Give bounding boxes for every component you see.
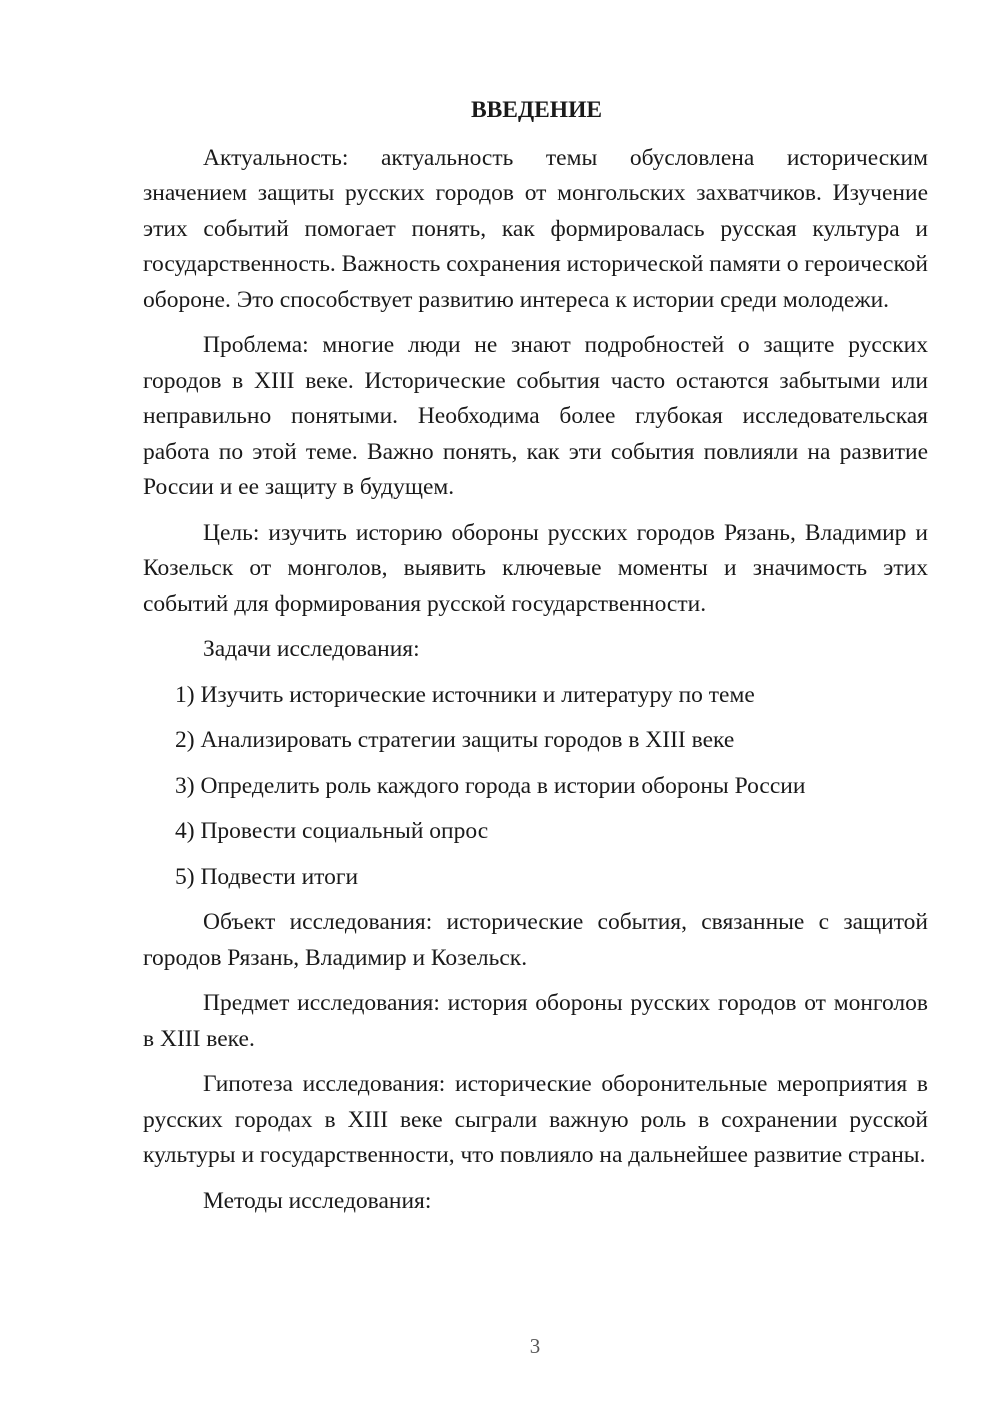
list-item: 5) Подвести итоги [175, 863, 359, 890]
tasks-list [143, 678, 928, 896]
list-item: 2) Анализировать стратегии защиты городов в XIII веке [175, 727, 735, 753]
page-content [143, 93, 928, 1229]
list-item: 1) Изучить исторические источники и литературу по теме [175, 681, 755, 708]
list-item: 4) Провести социальный опрос [175, 818, 489, 844]
tasks-title: Задачи исследования: [203, 636, 420, 662]
section-heading: ВВЕДЕНИЕ [470, 97, 603, 123]
relevance-paragraph: Актуальность: актуальность темы обусловлена историческим значением защиты русских городов от монгольских захватчиков. Изучение этих событий помогает понять, как формировалась русская культура и государственность. Важность сохранения исторической памяти о героической обороне. Это способствует развитию интереса к истории среди молодежи. [143, 144, 928, 313]
methods-title: Методы исследования: [203, 1187, 432, 1214]
problem-paragraph: Проблема: многие люди не знают подробностей о защите русских городов в XIII веке. Исторические события часто остаются забытыми или неправильно понятыми. Необходима более глубокая исследовательская работа по этой теме. Важно понять, как эти события повлияли на развитие России и ее защиту в будущем. [143, 332, 928, 500]
subject-paragraph: Предмет исследования: история обороны русских городов от монголов в XIII веке. [143, 990, 928, 1052]
goal-paragraph: Цель: изучить историю обороны русских городов Рязань, Владимир и Козельск от монголов, выявить ключевые моменты и значимость этих событий для формирования русской государственности. [143, 519, 928, 617]
object-paragraph: Объект исследования: исторические события, связанные с защитой городов Рязань, Владимир и Козельск. [143, 909, 928, 971]
hypothesis-paragraph: Гипотеза исследования: исторические оборонительные мероприятия в русских городах в XIII веке сыграли важную роль в сохранении русской культуры и государственности, что повлияло на дальнейшее развитие страны. [143, 1071, 928, 1168]
list-item: 3) Определить роль каждого города в истории обороны России [175, 772, 806, 799]
page-number: 3 [529, 1334, 541, 1358]
